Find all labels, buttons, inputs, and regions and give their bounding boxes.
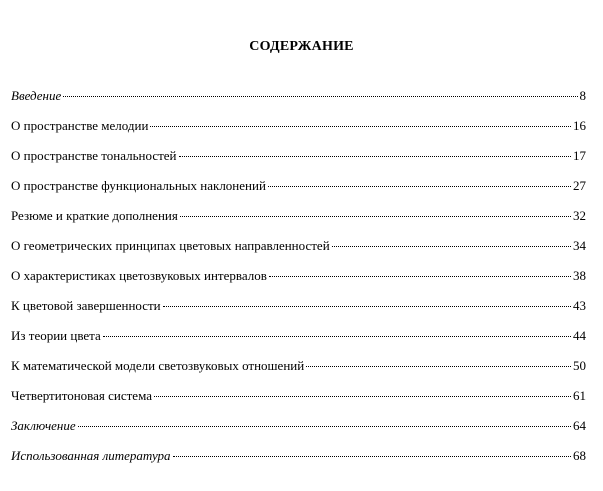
toc-entry-label: К математической модели светозвуковых отношений xyxy=(11,358,305,373)
toc-entry-label: Заключение xyxy=(11,418,76,433)
toc-entry-melody-space[interactable] xyxy=(11,118,586,148)
dot-leader xyxy=(78,425,571,427)
toc-entry-page-number: 38 xyxy=(573,268,586,283)
toc-entry-color-sound-intervals[interactable] xyxy=(11,268,586,298)
dot-leader xyxy=(268,185,571,187)
toc-entry-page-number: 8 xyxy=(579,88,586,103)
toc-entry-page-number: 27 xyxy=(573,178,586,193)
dot-leader xyxy=(179,155,571,157)
toc-entry-page-number: 32 xyxy=(573,208,586,223)
toc-entry-label: О характеристиках цветозвуковых интервалов xyxy=(11,268,267,283)
toc-entry-introduction[interactable] xyxy=(11,88,586,118)
dot-leader xyxy=(163,305,571,307)
toc-entry-label: Введение xyxy=(11,88,62,103)
toc-entry-color-completeness[interactable] xyxy=(11,298,586,328)
toc-entry-label: О пространстве функциональных наклонений xyxy=(11,178,266,193)
toc-entry-page-number: 50 xyxy=(573,358,586,373)
dot-leader xyxy=(103,335,571,337)
toc-entry-functional-moods[interactable] xyxy=(11,178,586,208)
dot-leader xyxy=(150,125,571,127)
toc-entry-page-number: 44 xyxy=(573,328,586,343)
toc-entry-page-number: 34 xyxy=(573,238,586,253)
toc-entry-label: О пространстве тональностей xyxy=(11,148,177,163)
toc-entry-label: Из теории цвета xyxy=(11,328,101,343)
toc-entry-mathematical-model[interactable] xyxy=(11,358,586,388)
dot-leader xyxy=(173,455,571,457)
toc-entry-page-number: 43 xyxy=(573,298,586,313)
toc-entry-page-number: 64 xyxy=(573,418,586,433)
toc-entry-label: О пространстве мелодии xyxy=(11,118,149,133)
toc-entry-tonality-space[interactable] xyxy=(11,148,586,178)
toc-entry-page-number: 17 xyxy=(573,148,586,163)
toc-entry-summary[interactable] xyxy=(11,208,586,238)
toc-entry-color-theory[interactable] xyxy=(11,328,586,358)
toc-entry-page-number: 16 xyxy=(573,118,586,133)
toc-entry-page-number: 68 xyxy=(573,448,586,463)
page-title: СОДЕРЖАНИЕ xyxy=(249,39,354,54)
toc-entry-quarter-tone-system[interactable] xyxy=(11,388,586,418)
table-of-contents xyxy=(11,88,586,478)
toc-entry-label: Четвертитоновая система xyxy=(11,388,152,403)
toc-entry-label: Резюме и краткие дополнения xyxy=(11,208,178,223)
toc-entry-conclusion[interactable] xyxy=(11,418,586,448)
dot-leader xyxy=(180,215,571,217)
dot-leader xyxy=(332,245,571,247)
toc-entry-label: Использованная литература xyxy=(11,448,171,463)
dot-leader xyxy=(63,95,577,97)
toc-entry-geometric-principles[interactable] xyxy=(11,238,586,268)
toc-entry-page-number: 61 xyxy=(573,388,586,403)
dot-leader xyxy=(306,365,571,367)
dot-leader xyxy=(154,395,571,397)
toc-entry-label: О геометрических принципах цветовых направленностей xyxy=(11,238,330,253)
dot-leader xyxy=(269,275,571,277)
toc-entry-bibliography[interactable] xyxy=(11,448,586,478)
toc-entry-label: К цветовой завершенности xyxy=(11,298,161,313)
